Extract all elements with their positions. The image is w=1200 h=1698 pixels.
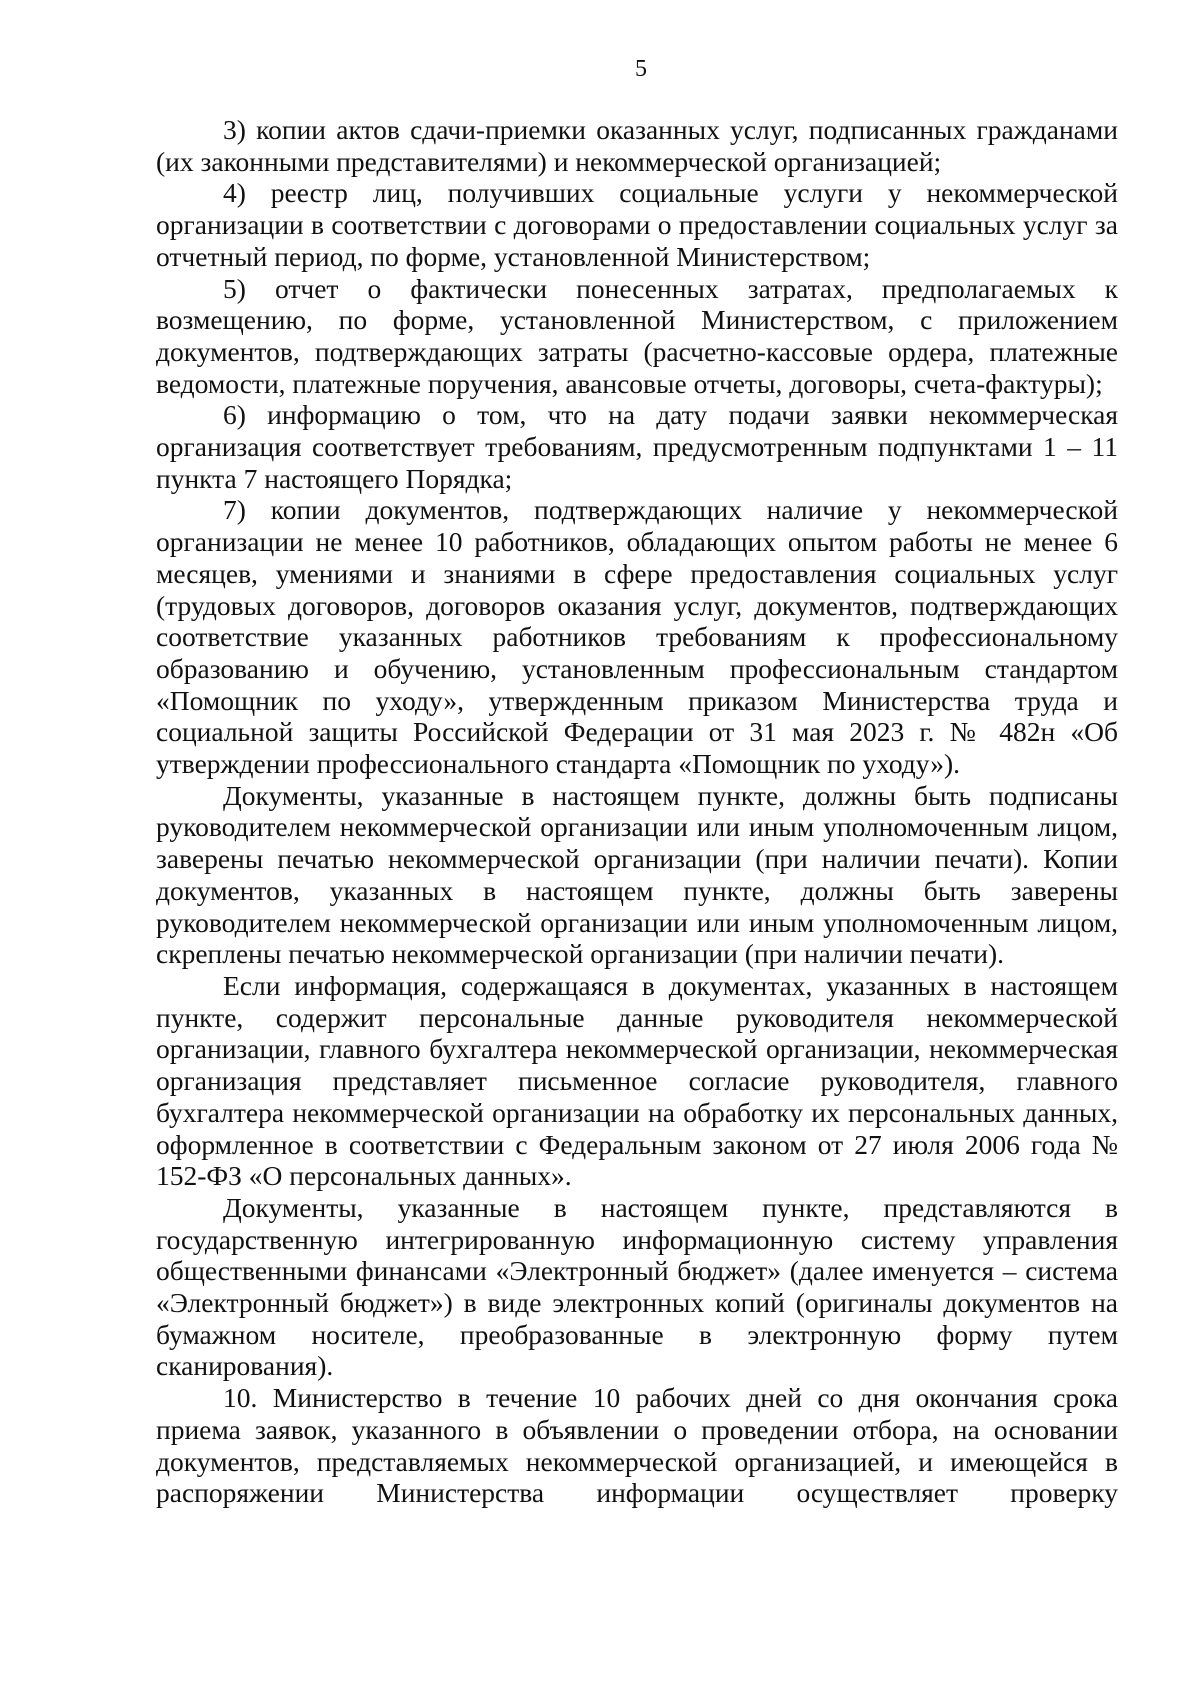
paragraph-signing-requirements: Документы, указанные в настоящем пункте, должны быть подписаны руководителем некоммерческой организации или иным уполномоченным лицом, заверены печатью некоммерческой организации (при наличии печати). Копии документов, указанных в настоящем пункте, должны быть заверены руководителем некоммерческой организации или иным уполномоченным лицом, скреплены печатью некоммерческой организации (при наличии печати). xyxy=(156,779,1118,970)
paragraph-personal-data-consent: Если информация, содержащаяся в документах, указанных в настоящем пункте, содержит персональные данные руководителя некоммерческой организации, главного бухгалтера некоммерческой организации, некоммерческая организация представляет письменное согласие руководителя, главного бухгалтера некоммерческой организации на обработку их персональных данных, оформленное в соответствии с Федеральным законом от 27 июля 2006 года № 152-ФЗ «О персональных данных». xyxy=(156,969,1118,1192)
page-number: 5 xyxy=(635,56,647,82)
paragraph-electronic-budget: Документы, указанные в настоящем пункте, представляются в государственную интегрированную информационную систему управления общественными финансами «Электронный бюджет» (далее именуется – система «Электронный бюджет») в виде электронных копий (оригиналы документов на бумажном носителе, преобразованные в электронную форму путем сканирования). xyxy=(156,1191,1118,1382)
paragraph-item-6: 6) информацию о том, что на дату подачи заявки некоммерческая организация соответствует требованиям, предусмотренным подпунктами 1 – 11 пункта 7 настоящего Порядка; xyxy=(156,399,1118,494)
document-body xyxy=(156,114,1118,1509)
paragraph-item-5: 5) отчет о фактически понесенных затратах, предполагаемых к возмещению, по форме, установленной Министерством, с приложением документов, подтверждающих затраты (расчетно-кассовые ордера, платежные ведомости, платежные поручения, авансовые отчеты, договоры, счета-фактуры); xyxy=(156,272,1118,399)
paragraph-item-7: 7) копии документов, подтверждающих наличие у некоммерческой организации не менее 10 работников, обладающих опытом работы не менее 6 месяцев, умениями и знаниями в сфере предоставления социальных услуг (трудовых договоров, договоров оказания услуг, документов, подтверждающих соответствие указанных работников требованиям к профессиональному образованию и обучению, установленным профессиональным стандартом «Помощник по уходу», утвержденным приказом Министерства труда и социальной защиты Российской Федерации от 31 мая 2023 г. № 482н «Об утверждении профессионального стандарта «Помощник по уходу»). xyxy=(156,494,1118,780)
paragraph-item-3: 3) копии актов сдачи-приемки оказанных услуг, подписанных гражданами (их законными представителями) и некоммерческой организацией; xyxy=(156,114,1118,177)
paragraph-section-10: 10. Министерство в течение 10 рабочих дней со дня окончания срока приема заявок, указанного в объявлении о проведении отбора, на основании документов, представляемых некоммерческой организацией, и имеющейся в распоряжении Министерства информации осуществляет проверку xyxy=(156,1382,1118,1509)
paragraph-item-4: 4) реестр лиц, получивших социальные услуги у некоммерческой организации в соответствии с договорами о предоставлении социальных услуг за отчетный период, по форме, установленной Министерством; xyxy=(156,177,1118,272)
